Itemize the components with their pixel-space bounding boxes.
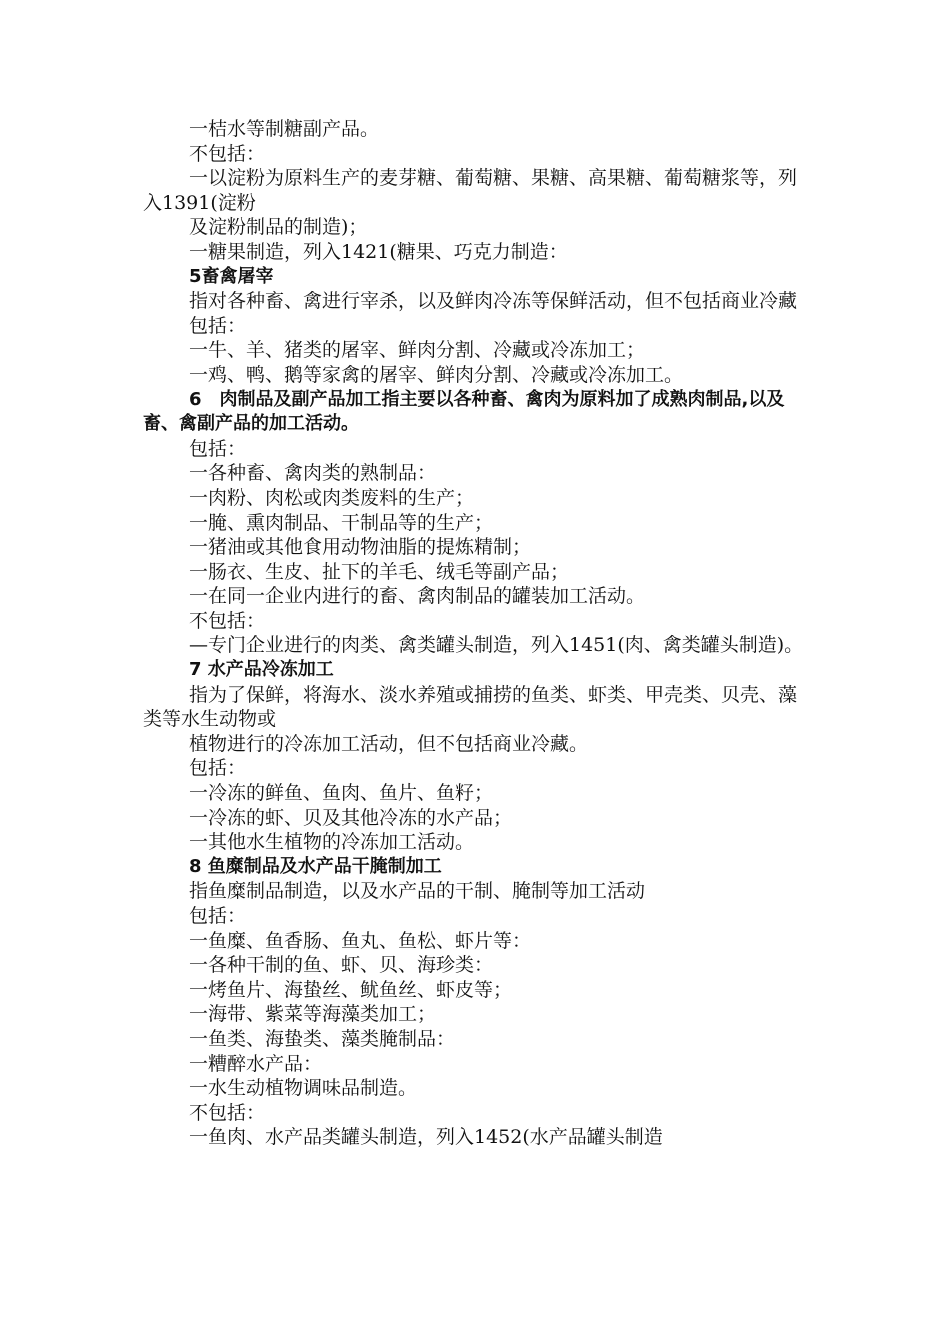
text-line: 一各种畜、禽肉类的熟制品： bbox=[189, 462, 437, 485]
text-line: 包括： bbox=[189, 314, 247, 337]
text-line: 一烤鱼片、海蛰丝、鱿鱼丝、虾皮等； bbox=[189, 978, 513, 1001]
text-line: 不包括： bbox=[189, 1101, 266, 1124]
text-line: 一肉粉、肉松或肉类废料的生产； bbox=[189, 486, 475, 509]
text-line: 不包括： bbox=[189, 609, 266, 632]
text-line: 不包括： bbox=[189, 142, 266, 165]
text-line: 一鱼糜、鱼香肠、鱼丸、鱼松、虾片等： bbox=[189, 929, 532, 952]
section-heading: 5畜禽屠宰 bbox=[189, 265, 274, 287]
text-line: 一腌、熏肉制品、干制品等的生产； bbox=[189, 511, 494, 534]
text-line: 一鱼肉、水产品类罐头制造，列入1452(水产品罐头制造 bbox=[189, 1126, 663, 1149]
text-paragraph: 指对各种畜、禽进行宰杀，以及鲜肉冷冻等保鲜活动，但不包括商业冷藏 bbox=[189, 290, 798, 313]
text-line: 一肠衣、生皮、扯下的羊毛、绒毛等副产品； bbox=[189, 560, 570, 583]
text-line: 一冷冻的鲜鱼、鱼肉、鱼片、鱼籽； bbox=[189, 782, 494, 805]
text-line: 植物进行的冷冻加工活动，但不包括商业冷藏。 bbox=[189, 732, 589, 755]
text-line: 指鱼糜制品制造，以及水产品的干制、腌制等加工活动 bbox=[189, 880, 646, 903]
text-line: 一水生动植物调味品制造。 bbox=[189, 1077, 418, 1100]
text-line: 一鸡、鸭、鹅等家禽的屠宰、鲜肉分割、冷藏或冷冻加工。 bbox=[189, 363, 684, 386]
text-line: 一牛、羊、猪类的屠宰、鲜肉分割、冷藏或冷冻加工； bbox=[189, 339, 646, 362]
text-line: 及淀粉制品的制造)； bbox=[189, 216, 368, 239]
text-line: 一糟醉水产品： bbox=[189, 1052, 323, 1075]
section-heading: 8 鱼糜制品及水产品干腌制加工 bbox=[189, 855, 442, 877]
text-line: 包括： bbox=[189, 905, 247, 927]
text-line: 一猪油或其他食用动物油脂的提炼精制； bbox=[189, 536, 532, 559]
text-line: 包括： bbox=[189, 437, 247, 460]
text-line: 一海带、紫菜等海藻类加工； bbox=[189, 1003, 437, 1026]
document-body bbox=[143, 117, 811, 1150]
text-paragraph: —专门企业进行的肉类、禽类罐头制造，列入1451(肉、禽类罐头制造)。 bbox=[189, 634, 804, 657]
text-paragraph: 一以淀粉为原料生产的麦芽糖、葡萄糖、果糖、高果糖、葡萄糖浆等，列入1391(淀粉 bbox=[143, 167, 798, 214]
text-line: 一在同一企业内进行的畜、禽肉制品的罐装加工活动。 bbox=[189, 585, 646, 608]
section-heading: 7 水产品冷冻加工 bbox=[189, 659, 334, 681]
text-line: 包括： bbox=[189, 757, 247, 780]
text-paragraph: 指为了保鲜，将海水、淡水养殖或捕捞的鱼类、虾类、甲壳类、贝壳、藻类等水生动物或 bbox=[143, 683, 798, 731]
text-line: 一鱼类、海蛰类、藻类腌制品： bbox=[189, 1027, 456, 1050]
text-line: 一各种干制的鱼、虾、贝、海珍类： bbox=[189, 954, 494, 977]
text-line: 一冷冻的虾、贝及其他冷冻的水产品； bbox=[189, 806, 513, 829]
text-line: 一糖果制造，列入1421(糖果、巧克力制造： bbox=[189, 240, 568, 263]
text-line: 一桔水等制糖副产品。 bbox=[189, 118, 380, 140]
text-line: 一其他水生植物的冷冻加工活动。 bbox=[189, 831, 475, 854]
section-heading: 6 肉制品及副产品加工指主要以各种畜、禽肉为原料加了成熟肉制品,以及畜、禽副产品的加工活动。 bbox=[143, 388, 785, 435]
